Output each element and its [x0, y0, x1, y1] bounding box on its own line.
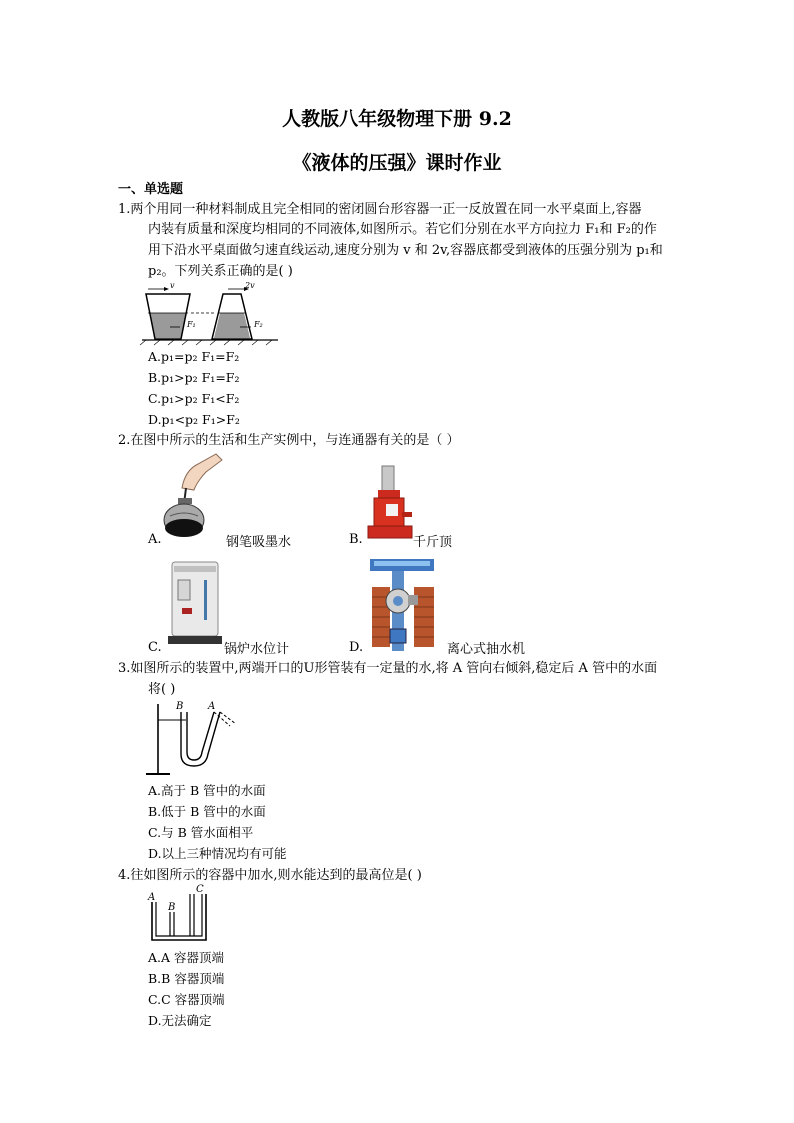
q3-option-c[interactable]: C.与 B 管水面相平 — [148, 825, 254, 840]
page-subtitle: 《液体的压强》课时作业 — [292, 152, 502, 174]
q2-option-c-letter[interactable]: C. — [148, 640, 162, 655]
q4-figure-container — [144, 886, 214, 944]
q3-option-b[interactable]: B.低于 B 管中的水面 — [148, 804, 266, 819]
q4-option-b[interactable]: B.B 容器顶端 — [148, 971, 225, 986]
q3-option-d[interactable]: D.以上三种情况均有可能 — [148, 846, 287, 861]
q4-fig-label-a: A — [148, 892, 156, 903]
q1-fig-label-f2: F₂ — [254, 320, 263, 329]
q1-fig-label-v: v — [170, 281, 175, 290]
q4-stem: 4.往如图所示的容器中加水,则水能达到的最高位是( ) — [118, 868, 422, 883]
q1-stem-line2: 内装有质量和深度均相同的不同液体,如图所示。若它们分别在水平方向拉力 F₁和 F₂的作 — [148, 222, 657, 237]
q2-option-c-caption: 锅炉水位计 — [224, 642, 290, 657]
q3-fig-label-b: B — [176, 701, 184, 712]
q2-option-b-letter[interactable]: B. — [349, 532, 363, 547]
section-heading: 一、单选题 — [118, 182, 184, 197]
q2-option-d-caption: 离心式抽水机 — [447, 642, 526, 657]
q3-fig-label-a: A — [208, 701, 216, 712]
q3-stem-line1: 3.如图所示的装置中,两端开口的U形管装有一定量的水,将 A 管向右倾斜,稳定后 A 管中的水面 — [118, 661, 658, 676]
q1-stem-line3: 用下沿水平桌面做匀速直线运动,速度分别为 v 和 2v,容器底都受到液体的压强分别为 p₁和 — [148, 243, 663, 258]
q1-option-b[interactable]: B.p₁>p₂ F₁=F₂ — [148, 370, 240, 385]
q4-fig-label-b: B — [168, 902, 176, 913]
q2-option-d-letter[interactable]: D. — [349, 640, 364, 655]
q3-option-a[interactable]: A.高于 B 管中的水面 — [148, 783, 266, 798]
q1-fig-label-f1: F₁ — [187, 320, 196, 329]
q2-image-pen-ink — [160, 454, 222, 548]
page-title: 人教版八年级物理下册 9.2 — [282, 108, 512, 130]
q2-image-jack — [364, 464, 414, 544]
q2-image-boiler — [168, 558, 224, 646]
q2-option-a-letter[interactable]: A. — [148, 532, 162, 547]
q2-option-a-caption: 钢笔吸墨水 — [226, 535, 292, 550]
q1-stem-line1: 1.两个用同一种材料制成且完全相同的密闭圆台形容器一正一反放置在同一水平桌面上,容器 — [118, 202, 642, 217]
q4-option-c[interactable]: C.C 容器顶端 — [148, 992, 225, 1007]
q4-option-d[interactable]: D.无法确定 — [148, 1013, 212, 1028]
q1-option-c[interactable]: C.p₁>p₂ F₁<F₂ — [148, 391, 240, 406]
q1-figure-containers — [140, 283, 280, 345]
q2-option-b-caption: 千斤顶 — [413, 535, 453, 550]
q2-stem: 2.在图中所示的生活和生产实例中，与连通器有关的是（ ） — [118, 433, 460, 448]
q1-option-d[interactable]: D.p₁<p₂ F₁>F₂ — [148, 412, 240, 427]
q1-stem-line4: p₂。下列关系正确的是( ) — [148, 264, 293, 279]
q3-figure-u-tube — [144, 700, 240, 780]
q1-option-a[interactable]: A.p₁=p₂ F₁=F₂ — [148, 349, 240, 364]
q4-fig-label-c: C — [196, 884, 204, 895]
q4-option-a[interactable]: A.A 容器顶端 — [148, 950, 225, 965]
q1-fig-label-2v: 2v — [245, 281, 255, 290]
q2-image-centrifugal-pump — [368, 557, 436, 651]
q3-stem-line2: 将( ) — [148, 682, 176, 697]
